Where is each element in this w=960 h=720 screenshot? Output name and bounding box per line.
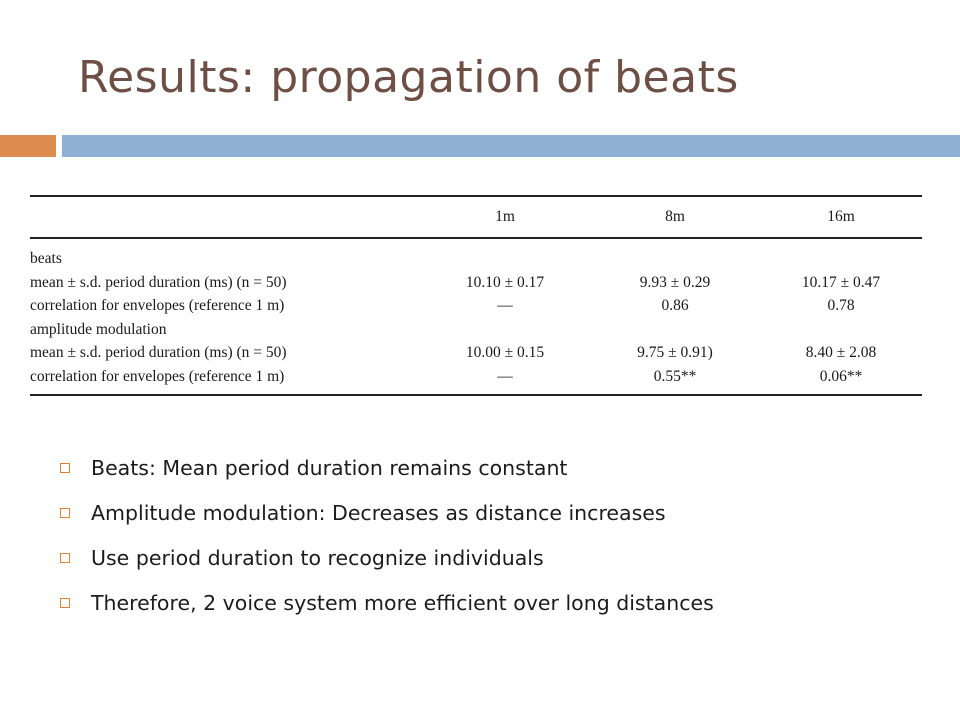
bullet-text: Amplitude modulation: Decreases as distance increases (91, 501, 666, 525)
bullet-text: Therefore, 2 voice system more efficient over long distances (91, 591, 714, 615)
bullet-item (60, 541, 714, 586)
bullet-item (60, 496, 714, 541)
cell-1m: 10.00 ± 0.15 (465, 344, 545, 361)
square-bullet-icon (60, 508, 70, 518)
table-header-16m: 16m (760, 196, 922, 238)
cell-8m (590, 318, 760, 342)
accent-bar-blue (62, 135, 960, 157)
bullet-text: Use period duration to recognize individuals (91, 546, 544, 570)
accent-bar-orange (0, 135, 56, 157)
cell-8m: 0.86 (661, 297, 689, 314)
row-label: mean ± s.d. period duration (ms) (n = 50) (30, 273, 287, 291)
table-header-8m: 8m (590, 196, 760, 238)
bullet-list (60, 451, 714, 631)
cell-8m: 9.93 ± 0.29 (639, 273, 711, 291)
bullet-item (60, 451, 714, 496)
table-row (30, 318, 922, 342)
cell-8m: 0.55** (590, 365, 760, 396)
bullet-text: Beats: Mean period duration remains constant (91, 456, 568, 480)
cell-1m (420, 238, 590, 271)
table-row (30, 294, 922, 318)
square-bullet-icon (60, 598, 70, 608)
table-header-label (30, 196, 420, 238)
table-header-row (30, 196, 922, 238)
row-label: beats (30, 250, 62, 267)
cell-16m (760, 318, 922, 342)
table-row (30, 365, 922, 396)
cell-8m: 9.75 ± 0.91) (637, 344, 713, 361)
cell-1m: 10.10 ± 0.17 (465, 273, 545, 291)
results-table-container (30, 195, 922, 396)
row-label: correlation for envelopes (reference 1 m) (30, 365, 420, 396)
bullet-item (60, 586, 714, 631)
results-table (30, 195, 922, 396)
table-row (30, 341, 922, 365)
cell-16m: 0.06** (760, 365, 922, 396)
row-label: amplitude modulation (30, 320, 167, 338)
table-row (30, 271, 922, 295)
cell-16m: 8.40 ± 2.08 (805, 344, 877, 361)
cell-1m (420, 318, 590, 342)
slide-title: Results: propagation of beats (78, 52, 739, 103)
cell-16m (760, 238, 922, 271)
row-label: mean ± s.d. period duration (ms) (n = 50) (30, 344, 287, 361)
cell-1m: — (420, 365, 590, 396)
row-label: correlation for envelopes (reference 1 m) (30, 297, 285, 314)
square-bullet-icon (60, 463, 70, 473)
cell-8m (590, 238, 760, 271)
cell-16m: 10.17 ± 0.47 (801, 273, 881, 291)
cell-16m: 0.78 (827, 297, 855, 314)
table-row (30, 238, 922, 271)
cell-1m: — (497, 297, 513, 314)
square-bullet-icon (60, 553, 70, 563)
table-header-1m: 1m (420, 196, 590, 238)
